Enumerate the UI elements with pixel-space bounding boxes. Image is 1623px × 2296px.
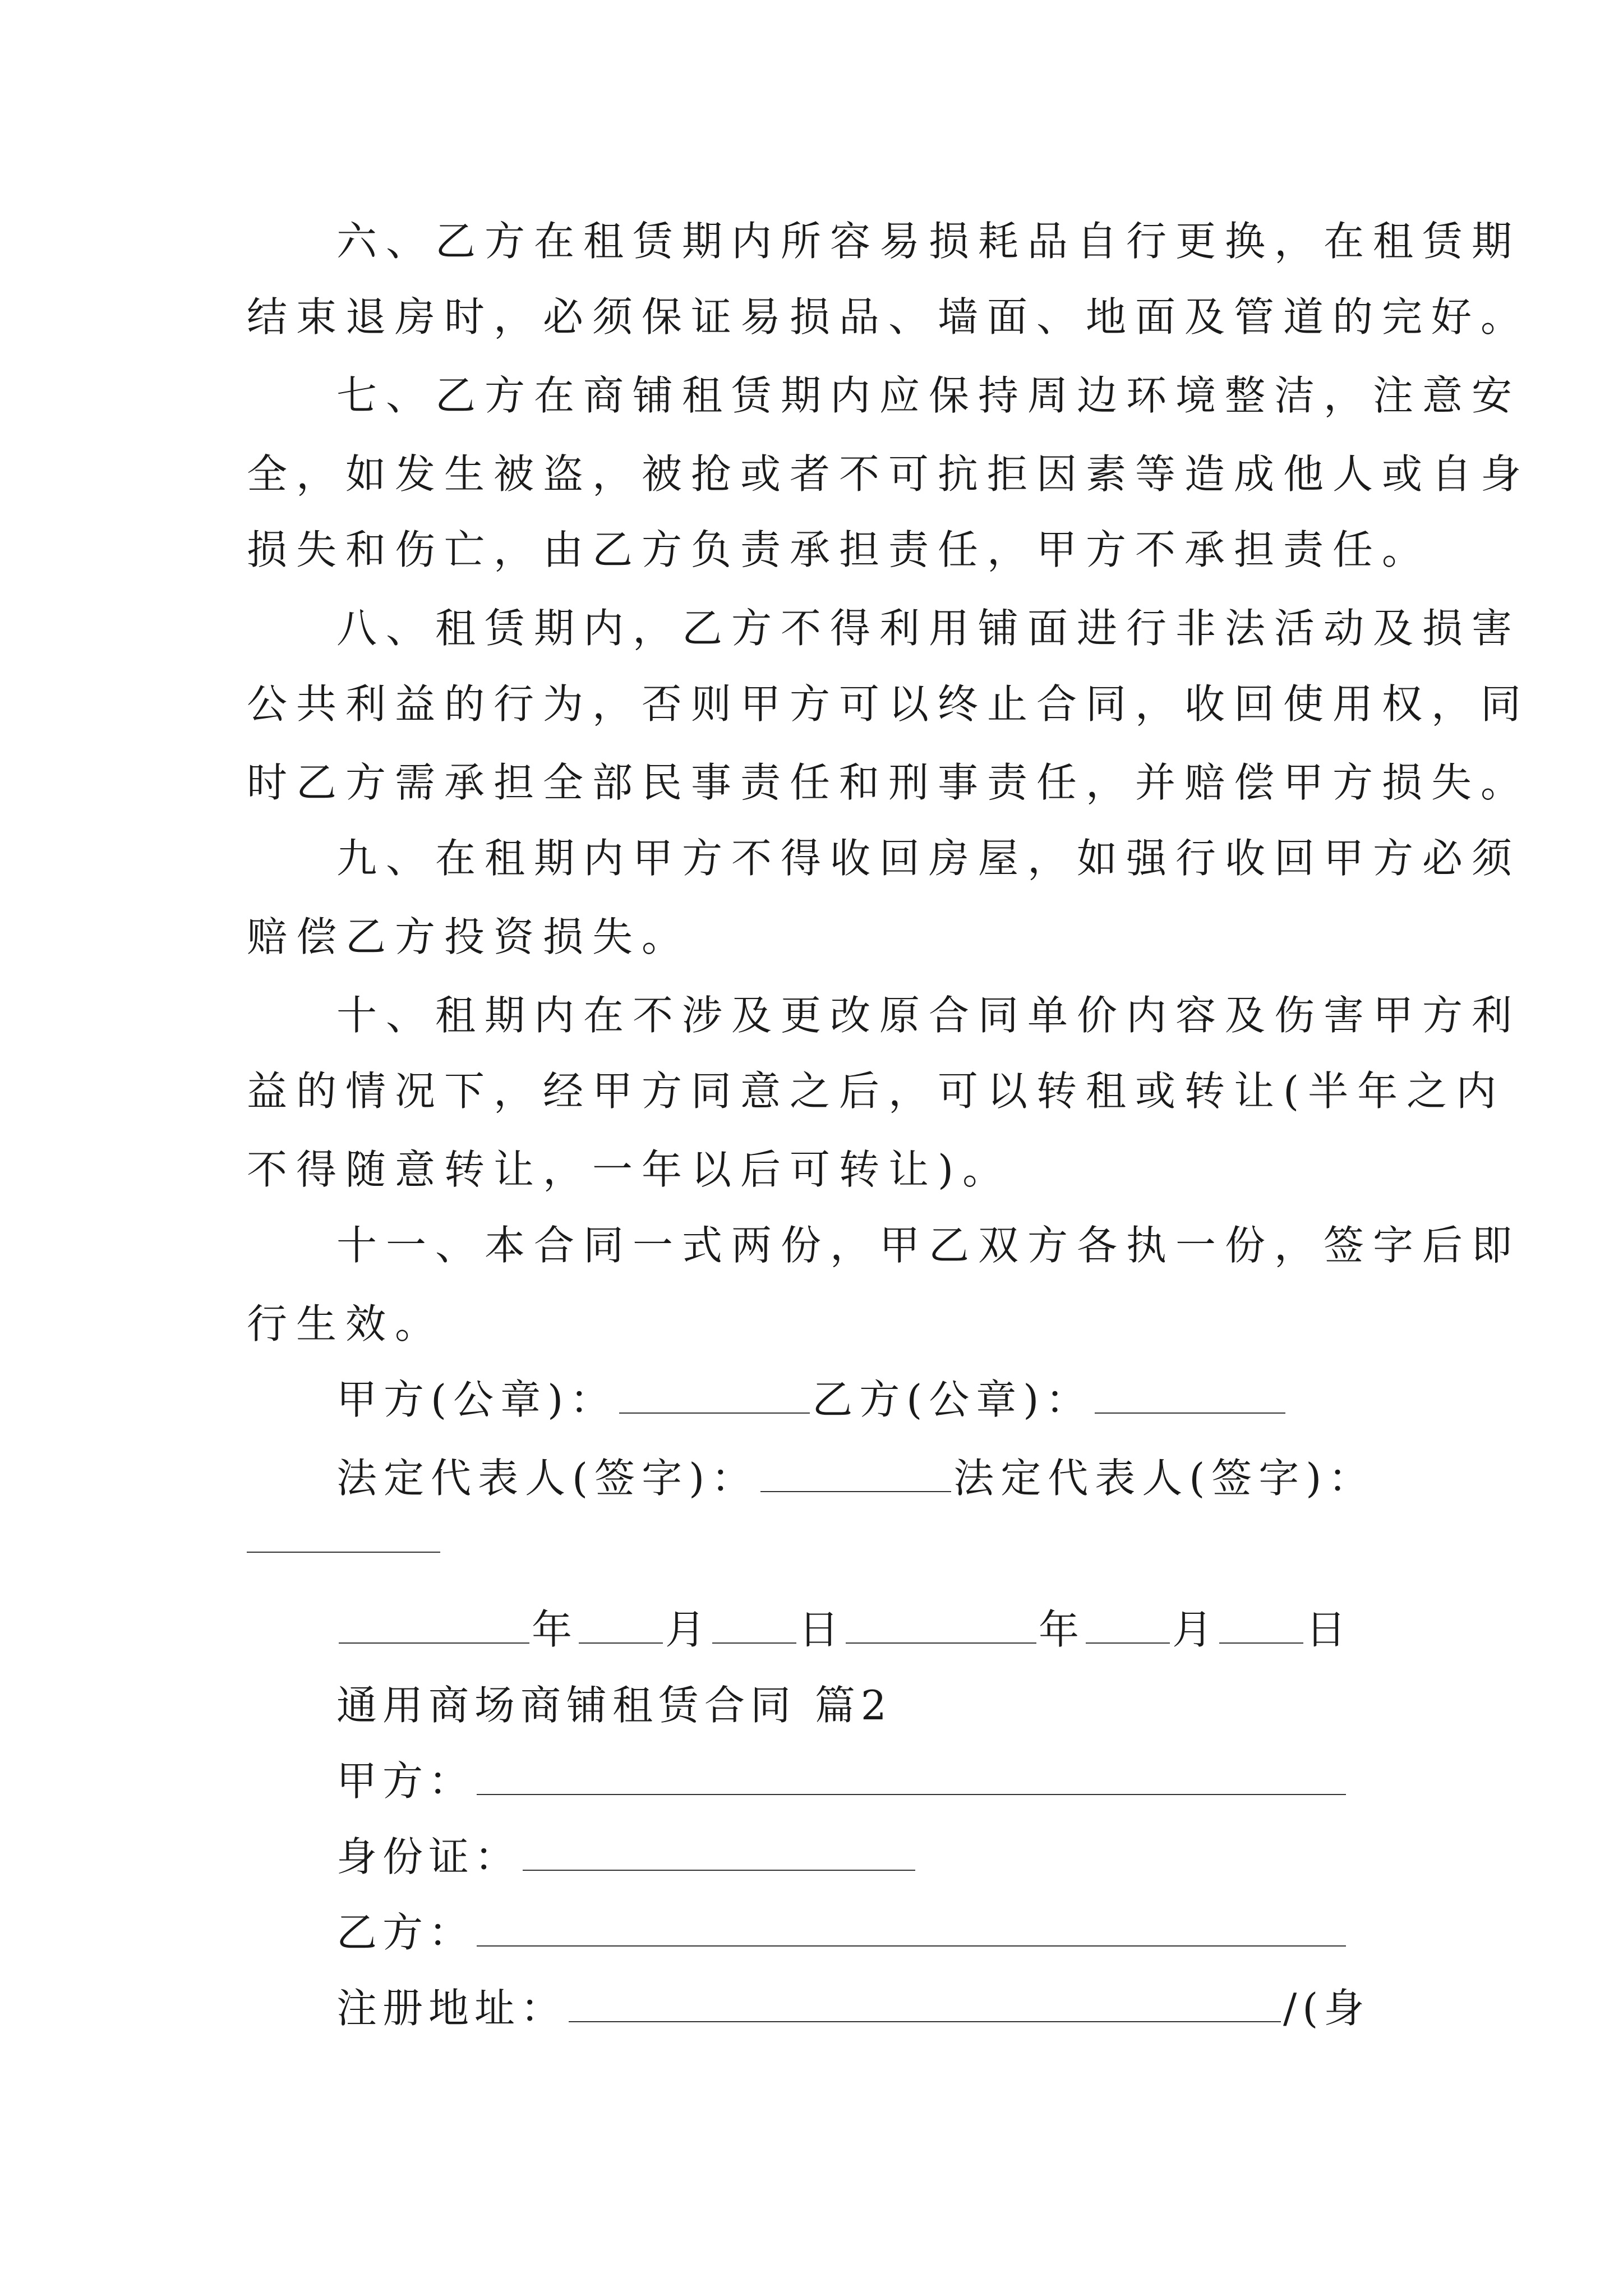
rep-a-blank[interactable]	[760, 1460, 951, 1492]
year-a-label: 年	[532, 1606, 577, 1653]
date-row	[336, 1604, 1350, 1655]
clause-8-line-1: 八、租赁期内，乙方不得利用铺面进行非法活动及损害	[336, 605, 1521, 652]
year-b-label: 年	[1039, 1606, 1084, 1653]
rep-b-label: 法定代表人(签字)：	[953, 1455, 1376, 1502]
reg-address-row	[336, 1983, 1370, 2033]
year-b-blank[interactable]	[846, 1611, 1036, 1644]
party-a-row	[336, 1756, 1348, 1806]
clause-7-line-3: 损失和伤亡，由乙方负责承担责任，甲方不承担责任。	[247, 526, 1432, 573]
clause-11-line-2: 行生效。	[247, 1300, 445, 1347]
clause-10-line-3: 不得随意转让，一年以后可转让)。	[247, 1146, 1012, 1193]
party-a-label: 甲方：	[336, 1757, 475, 1805]
clause-7-line-1: 七、乙方在商铺租赁期内应保持周边环境整洁，注意安	[336, 372, 1521, 419]
rep-b-blank[interactable]	[247, 1552, 440, 1553]
clause-6-line-1: 六、乙方在租赁期内所容易损耗品自行更换，在租赁期	[336, 218, 1521, 265]
representative-row	[336, 1453, 1375, 1503]
clause-10-line-1: 十、租期内在不涉及更改原合同单价内容及伤害甲方利	[336, 992, 1521, 1039]
clause-9-line-1: 九、在租期内甲方不得收回房屋，如强行收回甲方必须	[336, 835, 1521, 882]
reg-address-tail: /(身	[1283, 1985, 1370, 2032]
party-b-seal-blank[interactable]	[1095, 1381, 1285, 1414]
month-a-blank[interactable]	[579, 1611, 663, 1644]
clause-7-line-2: 全，如发生被盗，被抢或者不可抗拒因素等造成他人或自身	[247, 450, 1530, 498]
reg-address-blank[interactable]	[569, 1990, 1281, 2022]
clause-10-line-2: 益的情况下，经甲方同意之后，可以转租或转让(半年之内	[247, 1068, 1506, 1115]
clause-9-line-2: 赔偿乙方投资损失。	[247, 913, 691, 960]
day-a-blank[interactable]	[712, 1611, 796, 1644]
party-a-blank[interactable]	[477, 1763, 1346, 1795]
section-2-title: 通用商场商铺租赁合同 篇2	[336, 1682, 892, 1729]
month-a-label: 月	[665, 1606, 711, 1653]
day-a-label: 日	[799, 1606, 844, 1653]
party-b-seal-label: 乙方(公章)：	[812, 1376, 1093, 1423]
id-card-row	[336, 1832, 917, 1882]
day-b-label: 日	[1306, 1606, 1351, 1653]
month-b-label: 月	[1172, 1606, 1218, 1653]
rep-a-label: 法定代表人(签字)：	[336, 1455, 759, 1502]
clause-8-line-3: 时乙方需承担全部民事责任和刑事责任，并赔偿甲方损失。	[247, 759, 1530, 806]
clause-8-line-2: 公共利益的行为，否则甲方可以终止合同，收回使用权，同	[247, 680, 1530, 728]
reg-address-label: 注册地址：	[336, 1985, 567, 2032]
id-card-label: 身份证：	[336, 1833, 521, 1880]
month-b-blank[interactable]	[1086, 1611, 1170, 1644]
party-b-row	[336, 1907, 1348, 1958]
party-a-seal-label: 甲方(公章)：	[336, 1376, 617, 1423]
year-a-blank[interactable]	[339, 1611, 529, 1644]
seal-row	[336, 1374, 1288, 1425]
party-b-label: 乙方：	[336, 1909, 475, 1956]
clause-6-line-2: 结束退房时，必须保证易损品、墙面、地面及管道的完好。	[247, 293, 1530, 341]
clause-11-line-1: 十一、本合同一式两份，甲乙双方各执一份，签字后即	[336, 1222, 1521, 1269]
party-b-blank[interactable]	[477, 1914, 1346, 1947]
day-b-blank[interactable]	[1219, 1611, 1303, 1644]
party-a-seal-blank[interactable]	[619, 1381, 810, 1414]
id-card-blank[interactable]	[523, 1838, 915, 1871]
